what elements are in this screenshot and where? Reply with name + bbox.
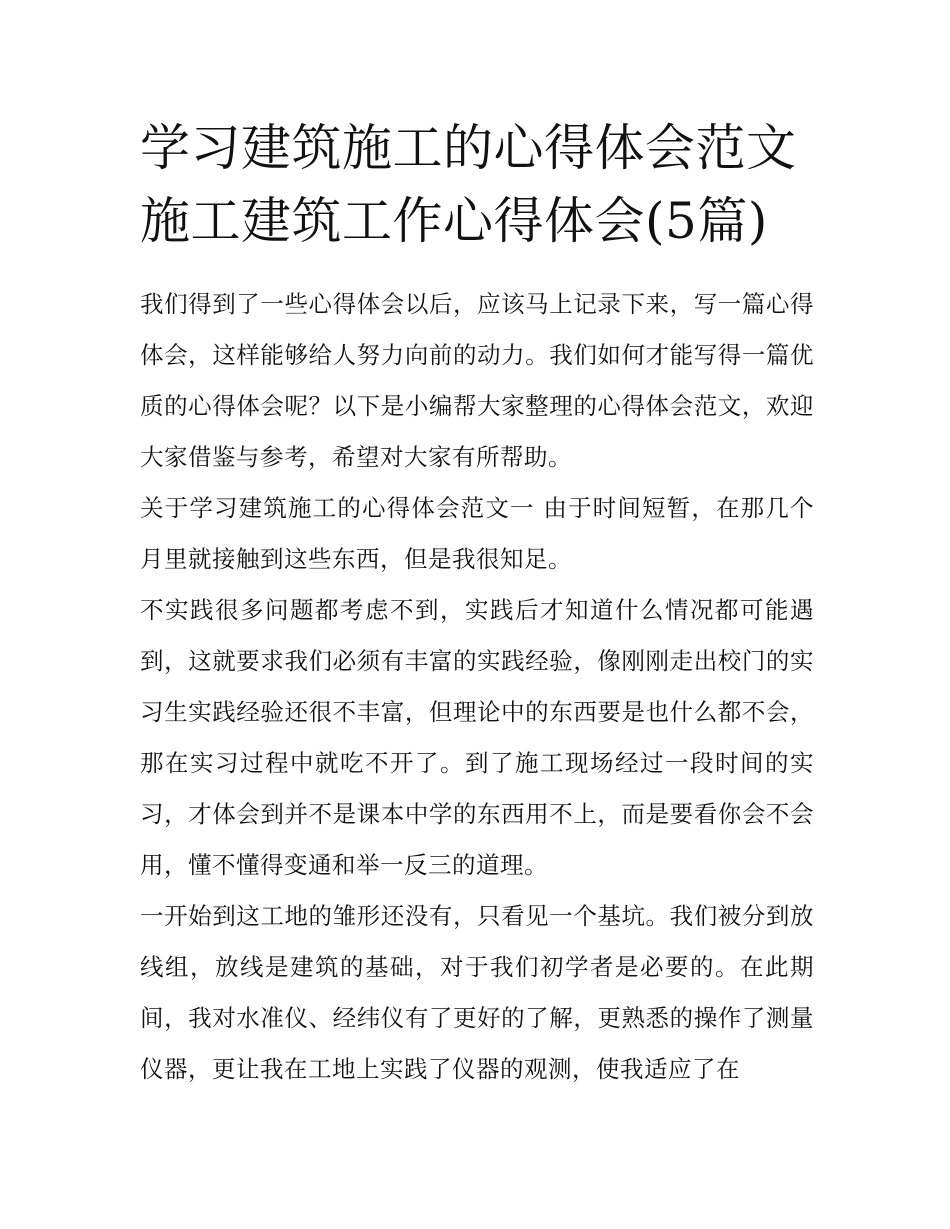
paragraph-site-start: 一开始到这工地的雏形还没有，只看见一个基坑。我们被分到放线组，放线是建筑的基础，对于我们初学者是必要的。在此期间，我对水准仪、经纬仪有了更好的了解，更熟悉的操作了测量仪器，更让我在工地上实践了仪器的观测，使我适应了在: [140, 902, 814, 1083]
document-title: [140, 112, 840, 258]
paragraph-section-one-heading: 关于学习建筑施工的心得体会范文一 由于时间短暂，在那几个月里就接触到这些东西，但是我很知足。: [140, 494, 814, 573]
paragraph-intro: 我们得到了一些心得体会以后，应该马上记录下来，写一篇心得体会，这样能够给人努力向前的动力。我们如何才能写得一篇优质的心得体会呢？以下是小编帮大家整理的心得体会范文，欢迎大家借鉴与参考，希望对大家有所帮助。: [140, 290, 814, 471]
paragraph-practice: 不实践很多问题都考虑不到，实践后才知道什么情况都可能遇到，这就要求我们必须有丰富的实践经验，像刚刚走出校门的实习生实践经验还很不丰富，但理论中的东西要是也什么都不会，那在实习过程中就吃不开了。到了施工现场经过一段时间的实习，才体会到并不是课本中学的东西用不上，而是要看你会不会用，懂不懂得变通和举一反三的道理。: [140, 596, 814, 879]
title-line-2: 施工建筑工作心得体会(5篇): [140, 192, 768, 250]
document-body: [140, 279, 814, 1095]
title-line-1: 学习建筑施工的心得体会范文: [140, 119, 797, 177]
